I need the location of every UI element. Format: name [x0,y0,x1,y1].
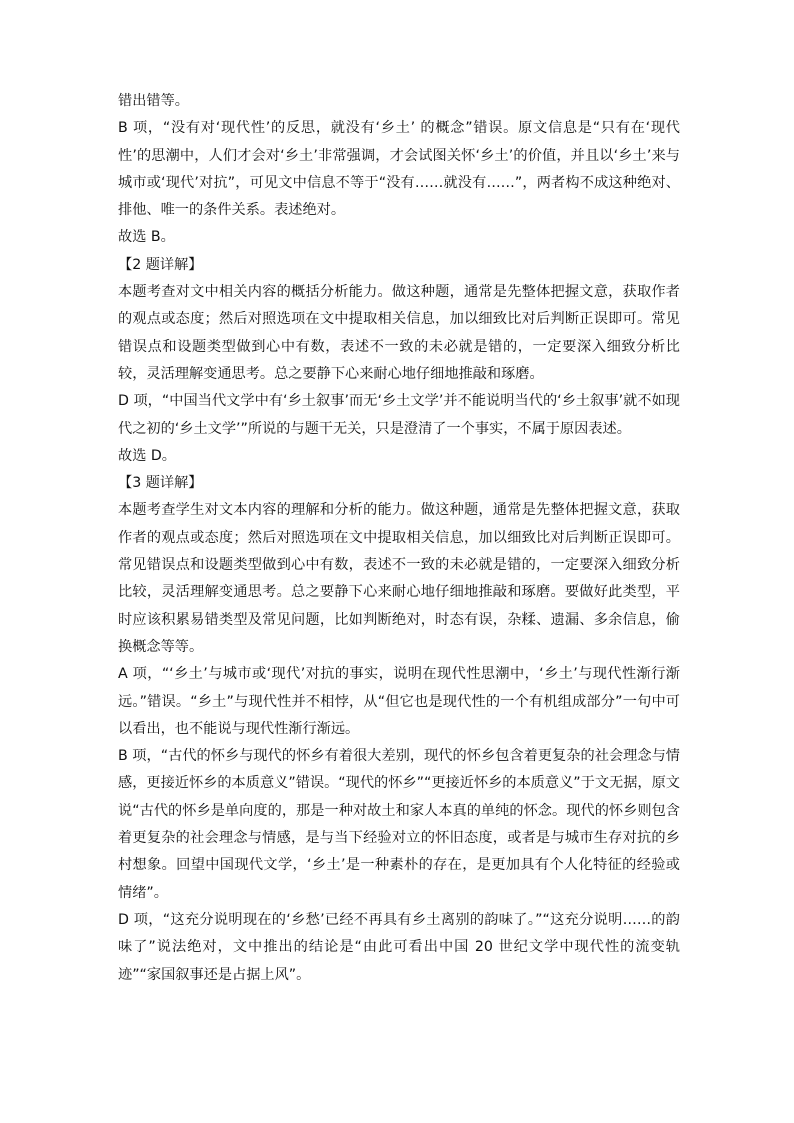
paragraph-10: A 项，“‘乡土’与城市或‘现代’对抗的事实，说明在现代性思潮中，‘乡土’与现代性渐行渐远。”错误。“乡土”与现代性并不相悖，从“但它也是现代性的一个有机组成部分”一句中可以看出，也不能说与现代性渐行渐远。 [118,666,680,737]
section-heading-2: 【2 题详解】 [118,256,203,273]
paragraph-3: 故选 B。 [118,229,175,246]
document-page [118,88,680,989]
paragraph-2: B 项，“没有对‘现代性’的反思，就没有‘乡土’ 的概念”错误。原文信息是“只有在‘现代性’的思潮中，人们才会对‘乡土’非常强调，才会试图关怀‘乡土’的价值，并且以‘乡土’来与城市或‘现代’对抗”，可见文中信息不等于“没有……就没有……”，两者构不成这种绝对、排他、唯一的条件关系。表述绝对。 [118,120,680,219]
section-heading-3: 【3 题详解】 [118,475,203,492]
paragraph-9: 本题考查学生对文本内容的理解和分析的能力。做这种题，通常是先整体把握文意，获取作者的观点或态度；然后对照选项在文中提取相关信息，加以细致比对后判断正误即可。常见错误点和设题类型做到心中有数，表述不一致的未必就是错的，一定要深入细致分析比较，灵活理解变通思考。总之要静下心来耐心地仔细地推敲和琢磨。要做好此类型，平时应该积累易错类型及常见问题，比如判断绝对，时态有误，杂糅、遗漏、多余信息，偷换概念等等。 [118,502,680,655]
paragraph-12: D 项，“这充分说明现在的‘乡愁’已经不再具有乡土离别的韵味了。”“这充分说明……的韵味了”说法绝对，文中推出的结论是“由此可看出中国 20 世纪文学中现代性的流变轨迹”“家国叙事还是占据上风”。 [118,911,680,983]
paragraph-11: B 项，“古代的怀乡与现代的怀乡有着很大差别，现代的怀乡包含着更复杂的社会理念与情感，更接近怀乡的本质意义”错误。“现代的怀乡”“更接近怀乡的本质意义”于文无据，原文说“古代的怀乡是单向度的，那是一种对故土和家人本真的单纯的怀念。现代的怀乡则包含着更复杂的社会理念与情感，是与当下经验对立的怀旧态度，或者是与城市生存对抗的乡村想象。回望中国现代文学，‘乡土’是一种素朴的存在，是更加具有个人化特征的经验或情绪”。 [118,748,680,901]
paragraph-7: 故选 D。 [118,447,176,464]
paragraph-1: 错出错等。 [118,93,189,109]
paragraph-6: D 项，“中国当代文学中有‘乡土叙事’而无‘乡土文学’并不能说明当代的‘乡土叙事’就不如现代之初的‘乡土文学’”所说的与题干无关，只是澄清了一个事实，不属于原因表述。 [118,393,680,437]
paragraph-5: 本题考查对文中相关内容的概括分析能力。做这种题，通常是先整体把握文意，获取作者的观点或态度；然后对照选项在文中提取相关信息，加以细致比对后判断正误即可。常见错误点和设题类型做到心中有数，表述不一致的未必就是错的，一定要深入细致分析比较，灵活理解变通思考。总之要静下心来耐心地仔细地推敲和琢磨。 [118,284,680,382]
